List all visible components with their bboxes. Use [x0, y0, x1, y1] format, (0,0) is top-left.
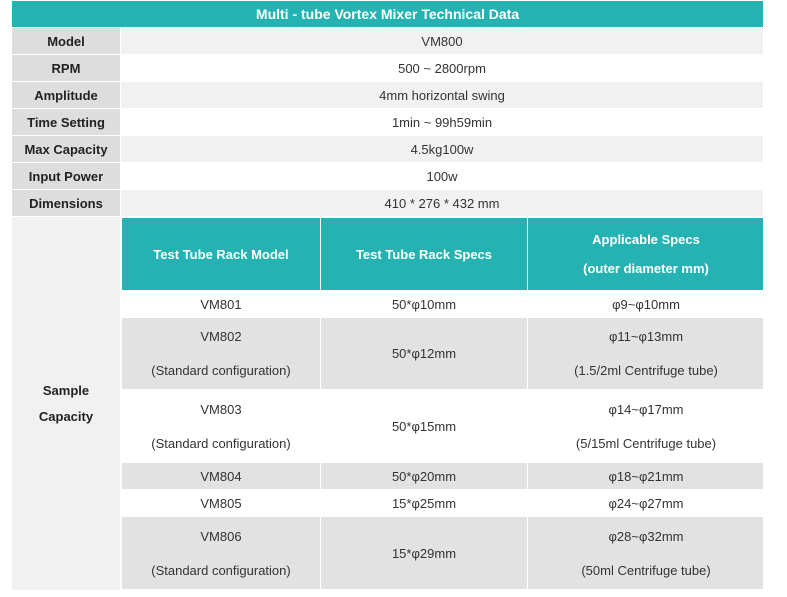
applicable-cell: [528, 517, 765, 590]
rack-specs-cell: 50*φ12mm: [321, 318, 528, 390]
rack-model-note: (Standard configuration): [151, 363, 291, 378]
rack-model-cell: VM801: [122, 291, 321, 318]
spec-row-input-power: [12, 163, 764, 190]
rack-model-cell: VM804: [122, 463, 321, 490]
spec-value: 4.5kg100w: [121, 136, 764, 163]
rack-model: VM806: [200, 528, 242, 544]
spec-row-model: [12, 28, 764, 55]
applicable-cell: φ18~φ21mm: [528, 463, 765, 490]
spec-value: 500 ~ 2800rpm: [121, 55, 764, 82]
sample-label-line2: Capacity: [38, 408, 94, 424]
spec-label: Input Power: [12, 163, 121, 190]
rack-table-header: [122, 218, 765, 291]
spec-value: 100w: [121, 163, 764, 190]
applicable-cell: [528, 390, 765, 463]
table-row: [122, 318, 765, 390]
applicable-range: φ28~φ32mm: [608, 528, 684, 544]
spec-value: VM800: [121, 28, 764, 55]
rack-specs-cell: 15*φ29mm: [321, 517, 528, 590]
rack-specs-cell: 15*φ25mm: [321, 490, 528, 517]
rack-model-note: (Standard configuration): [151, 562, 291, 578]
applicable-cell: [528, 318, 765, 390]
sample-capacity-row: [12, 217, 764, 591]
spec-label: Model: [12, 28, 121, 55]
spec-label: Time Setting: [12, 109, 121, 136]
applicable-note: (1.5/2ml Centrifuge tube): [574, 363, 718, 378]
rack-model-cell: VM805: [122, 490, 321, 517]
rack-specs-cell: 50*φ10mm: [321, 291, 528, 318]
header-applicable-line1: Applicable Specs: [592, 232, 700, 247]
rack-model: VM802: [200, 329, 242, 344]
header-rack-specs: Test Tube Rack Specs: [321, 218, 528, 291]
spec-value: 410 * 276 * 432 mm: [121, 190, 764, 217]
spec-label: Amplitude: [12, 82, 121, 109]
spec-row-amplitude: [12, 82, 764, 109]
spec-row-rpm: [12, 55, 764, 82]
technical-data-table: [11, 0, 764, 591]
table-row: [122, 463, 765, 490]
applicable-cell: φ9~φ10mm: [528, 291, 765, 318]
rack-model-note: (Standard configuration): [151, 435, 291, 451]
spec-label: Max Capacity: [12, 136, 121, 163]
spec-value: 1min ~ 99h59min: [121, 109, 764, 136]
sample-capacity-content: [121, 217, 764, 591]
spec-label: Dimensions: [12, 190, 121, 217]
header-applicable-line2: (outer diameter mm): [583, 261, 709, 276]
table-title: Multi - tube Vortex Mixer Technical Data: [12, 1, 764, 28]
spec-row-dimensions: [12, 190, 764, 217]
sample-label-line1: Sample: [42, 382, 90, 398]
table-row: [122, 291, 765, 318]
rack-table: [121, 217, 765, 590]
applicable-cell: φ24~φ27mm: [528, 490, 765, 517]
rack-specs-cell: 50*φ20mm: [321, 463, 528, 490]
table-row: [122, 390, 765, 463]
rack-model-cell: [122, 390, 321, 463]
header-rack-model: Test Tube Rack Model: [122, 218, 321, 291]
table-row: [122, 490, 765, 517]
applicable-range: φ14~φ17mm: [608, 401, 684, 417]
rack-model: VM803: [200, 401, 242, 417]
spec-row-time-setting: [12, 109, 764, 136]
spec-value: 4mm horizontal swing: [121, 82, 764, 109]
spec-label: RPM: [12, 55, 121, 82]
header-applicable-specs: [528, 218, 765, 291]
rack-specs-cell: 50*φ15mm: [321, 390, 528, 463]
applicable-note: (5/15ml Centrifuge tube): [575, 435, 717, 451]
spec-row-max-capacity: [12, 136, 764, 163]
rack-model-cell: [122, 517, 321, 590]
applicable-note: (50ml Centrifuge tube): [581, 562, 711, 578]
table-row: [122, 517, 765, 590]
rack-model-cell: [122, 318, 321, 390]
applicable-range: φ11~φ13mm: [608, 329, 684, 344]
sample-capacity-label: [12, 217, 121, 591]
